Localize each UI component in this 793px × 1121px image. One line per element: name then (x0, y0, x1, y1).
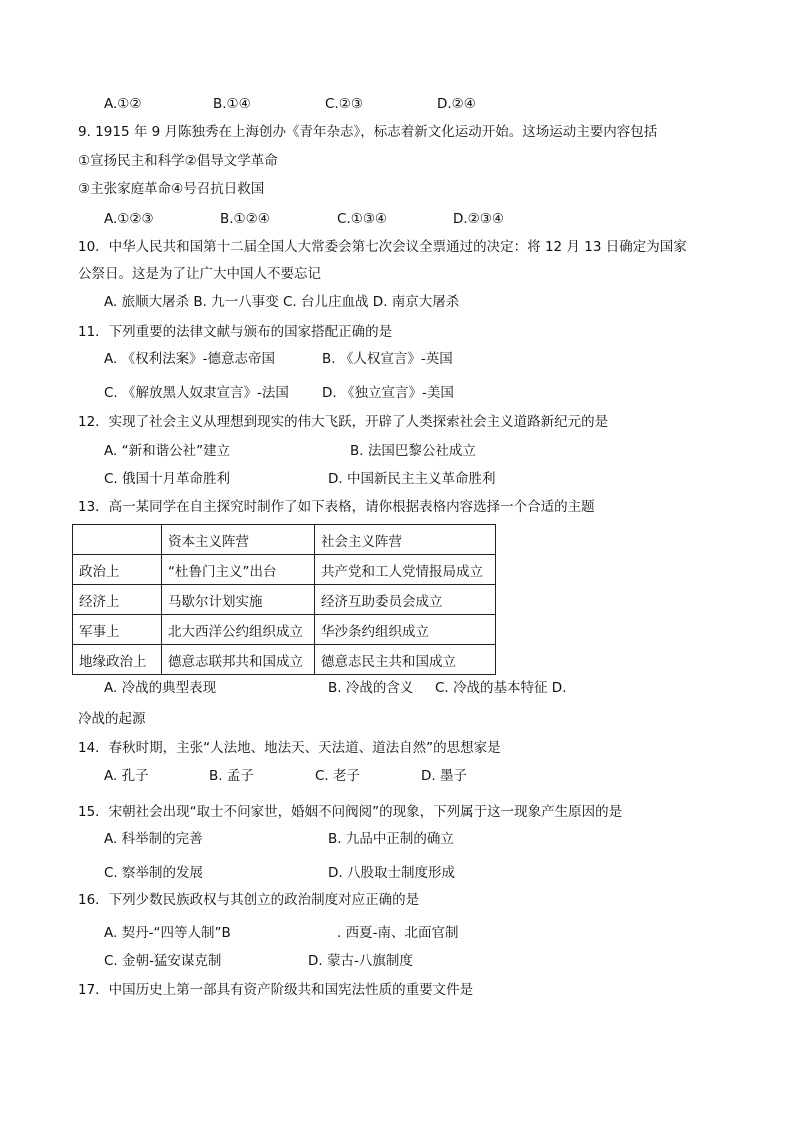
table-cell: 华沙条约组织成立 (315, 615, 496, 645)
table-row (73, 645, 496, 675)
table-row (73, 555, 496, 585)
table-header-row (73, 525, 496, 555)
table-cell: 北大西洋公约组织成立 (162, 615, 315, 645)
q13-option-d-continued: 冷战的起源 (78, 711, 146, 727)
q8-option-d: D.②④ (437, 96, 476, 112)
q15-option-b: B. 九品中正制的确立 (328, 831, 454, 847)
q8-option-b: B.①④ (213, 96, 251, 112)
q15-option-c: C. 察举制的发展 (104, 865, 204, 881)
q15-option-d: D. 八股取士制度形成 (328, 865, 455, 881)
table-cell: “杜鲁门主义”出台 (162, 555, 315, 585)
q12-option-a: A. “新和谐公社”建立 (104, 443, 231, 459)
table-cell: 经济上 (73, 585, 162, 615)
q11-option-a: A. 《权利法案》-德意志帝国 (104, 351, 275, 367)
q13-stem: 13．高一某同学在自主探究时制作了如下表格，请你根据表格内容选择一个合适的主题 (78, 499, 595, 515)
q10-options: A. 旅顺大屠杀 B. 九一八事变 C. 台儿庄血战 D. 南京大屠杀 (104, 294, 460, 310)
q10-stem-line1: 10．中华人民共和国第十二届全国人大常委会第七次会议全票通过的决定：将 12 月 13 日确定为国家 (78, 239, 687, 255)
q8-option-c: C.②③ (325, 96, 363, 112)
table-cell: 马歇尔计划实施 (162, 585, 315, 615)
table-cell: 政治上 (73, 555, 162, 585)
q9-items-line2: ③主张家庭革命④号召抗日救国 (78, 181, 265, 197)
q12-stem: 12．实现了社会主义从理想到现实的伟大飞跃，开辟了人类探索社会主义道路新纪元的是 (78, 414, 609, 430)
q16-option-a: A. 契丹-“四等人制”B (104, 925, 231, 941)
q16-stem: 16．下列少数民族政权与其创立的政治制度对应正确的是 (78, 892, 420, 908)
q14-option-a: A. 孔子 (104, 768, 149, 784)
q16-option-d: D. 蒙古-八旗制度 (308, 953, 413, 969)
q12-option-c: C. 俄国十月革命胜利 (104, 471, 231, 487)
q13-option-a: A. 冷战的典型表现 (104, 680, 217, 696)
q9-stem: 9. 1915 年 9 月陈独秀在上海创办《青年杂志》，标志着新文化运动开始。这场运动主要内容包括 (78, 124, 658, 140)
table-cell (73, 525, 162, 555)
table-header-socialist: 社会主义阵营 (315, 525, 496, 555)
q11-option-d: D. 《独立宣言》-美国 (322, 385, 454, 401)
table-cell: 德意志民主共和国成立 (315, 645, 496, 675)
q16-option-c: C. 金朝-猛安谋克制 (104, 953, 222, 969)
table-cell: 地缘政治上 (73, 645, 162, 675)
q10-stem-line2: 公祭日。这是为了让广大中国人不要忘记 (78, 266, 321, 282)
q12-option-b: B. 法国巴黎公社成立 (350, 443, 476, 459)
q9-option-c: C.①③④ (337, 211, 388, 227)
q13-table (72, 524, 496, 675)
q11-option-c: C. 《解放黑人奴隶宣言》-法国 (104, 385, 289, 401)
q11-stem: 11．下列重要的法律文献与颁布的国家搭配正确的是 (78, 324, 393, 340)
table-cell: 德意志联邦共和国成立 (162, 645, 315, 675)
q9-items-line1: ①宣扬民主和科学②倡导文学革命 (78, 153, 278, 169)
table-cell: 经济互助委员会成立 (315, 585, 496, 615)
q9-option-b: B.①②④ (220, 211, 270, 227)
q13-option-b: B. 冷战的含义 (328, 680, 414, 696)
q13-option-c: C. 冷战的基本特征 D. (435, 680, 567, 696)
q12-option-d: D. 中国新民主主义革命胜利 (328, 471, 496, 487)
table-row (73, 585, 496, 615)
q11-option-b: B. 《人权宣言》-英国 (322, 351, 453, 367)
q16-option-b: . 西夏-南、北面官制 (337, 925, 459, 941)
q8-option-a: A.①② (104, 96, 142, 112)
q14-option-d: D. 墨子 (421, 768, 467, 784)
table-cell: 军事上 (73, 615, 162, 645)
table-header-capitalist: 资本主义阵营 (162, 525, 315, 555)
q14-option-b: B. 孟子 (209, 768, 254, 784)
q9-option-d: D.②③④ (453, 211, 504, 227)
q15-stem: 15．宋朝社会出现“取士不问家世，婚姻不问阀阅”的现象，下列属于这一现象产生原因的是 (78, 804, 623, 820)
q9-option-a: A.①②③ (104, 211, 154, 227)
table-row (73, 615, 496, 645)
q14-stem: 14．春秋时期，主张“人法地、地法天、天法道、道法自然”的思想家是 (78, 740, 501, 756)
q17-stem: 17．中国历史上第一部具有资产阶级共和国宪法性质的重要文件是 (78, 982, 474, 998)
table-cell: 共产党和工人党情报局成立 (315, 555, 496, 585)
q15-option-a: A. 科举制的完善 (104, 831, 203, 847)
q14-option-c: C. 老子 (315, 768, 361, 784)
